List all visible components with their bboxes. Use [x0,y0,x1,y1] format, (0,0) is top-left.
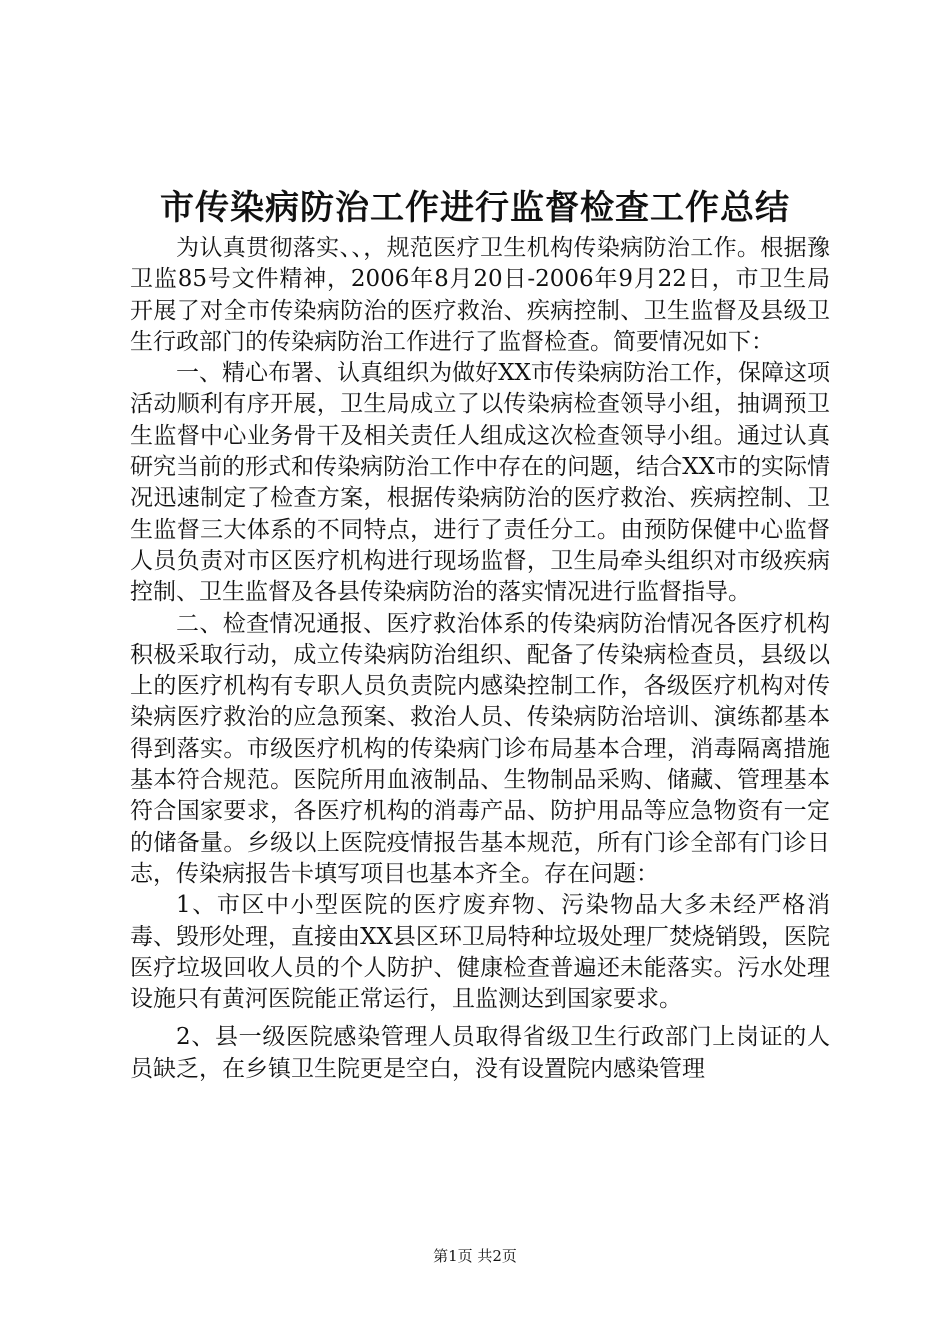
paragraph-section-1: 一、精心布署、认真组织为做好XX市传染病防治工作，保障这项活动顺利有序开展，卫生局成立了以传染病检查领导小组，抽调预卫生监督中心业务骨干及相关责任人组成这次检查领导小组。通过认真研究当前的形式和传染病防治工作中存在的问题，结合XX市的实际情况迅速制定了检查方案，根据传染病防治的医疗救治、疾病控制、卫生监督三大体系的不同特点，进行了责任分工。由预防保健中心监督人员负责对市区医疗机构进行现场监督，卫生局牵头组织对市级疾病控制、卫生监督及各县传染病防治的落实情况进行监督指导。 [130,360,830,606]
document-title: 市传染病防治工作进行监督检查工作总结 [160,188,790,228]
paragraph-section-2: 二、检查情况通报、医疗救治体系的传染病防治情况各医疗机构积极采取行动，成立传染病防治组织、配备了传染病检查员，县级以上的医疗机构有专职人员负责院内感染控制工作，各级医疗机构对传染病医疗救治的应急预案、救治人员、传染病防治培训、演练都基本得到落实。市级医疗机构的传染病门诊布局基本合理，消毒隔离措施基本符合规范。医院所用血液制品、生物制品采购、储藏、管理基本符合国家要求，各医疗机构的消毒产品、防护用品等应急物资有一定的储备量。乡级以上医院疫情报告基本规范，所有门诊全部有门诊日志，传染病报告卡填写项目也基本齐全。存在问题： [130,610,830,887]
paragraph-problem-1: 1、市区中小型医院的医疗废弃物、污染物品大多未经严格消毒、毁形处理，直接由XX县区环卫局特种垃圾处理厂焚烧销毁，医院医疗垃圾回收人员的个人防护、健康检查普遍还未能落实。污水处理设施只有黄河医院能正常运行，且监测达到国家要求。 [130,892,830,1013]
paragraph-problem-2: 2、县一级医院感染管理人员取得省级卫生行政部门上岗证的人员缺乏，在乡镇卫生院更是空白，没有设置院内感染管理 [130,1024,830,1082]
page-footer: 第1页 共2页 [433,1247,517,1265]
paragraph-intro: 为认真贯彻落实、、，规范医疗卫生机构传染病防治工作。根据豫卫监85号文件精神，2006年8月20日-2006年9月22日，市卫生局开展了对全市传染病防治的医疗救治、疾病控制、卫生监督及县级卫生行政部门的传染病防治工作进行了监督检查。简要情况如下： [130,235,830,355]
document-body [130,233,830,1085]
